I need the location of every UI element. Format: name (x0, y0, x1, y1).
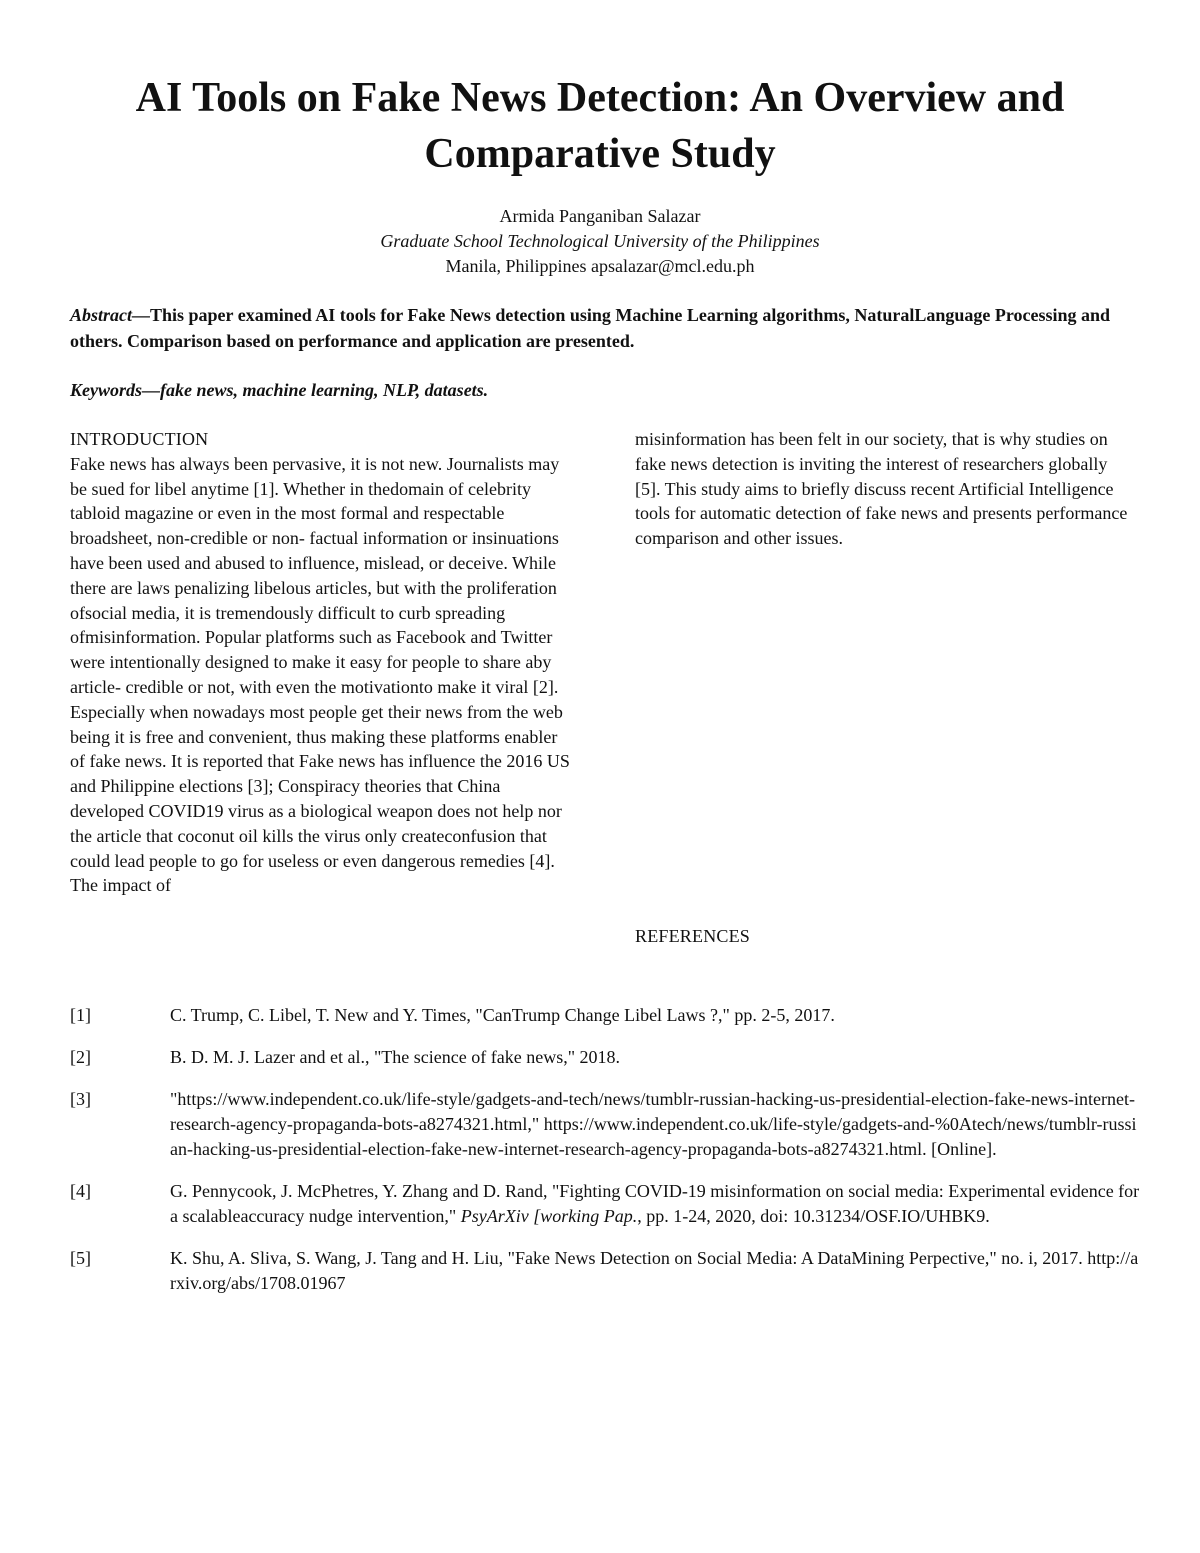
abstract (70, 302, 1130, 354)
reference-text: C. Trump, C. Libel, T. New and Y. Times, "CanTrump Change Libel Laws ?," pp. 2-5, 2017. (170, 1005, 835, 1025)
abstract-label: Abstract— (70, 305, 151, 325)
reference-number: [5] (70, 1248, 91, 1268)
author-name: Armida Panganiban Salazar (499, 206, 701, 226)
reference-item (70, 1003, 1140, 1028)
paper-title (40, 70, 1160, 182)
reference-number: [3] (70, 1089, 91, 1109)
title-line-2: Comparative Study (424, 131, 776, 177)
reference-text (170, 1179, 1140, 1229)
reference-text: K. Shu, A. Sliva, S. Wang, J. Tang and H. Liu, "Fake News Detection on Social Media: A DataMining Perpective," no. i, 2017. http://arxiv.org/abs/1708.01967 (170, 1248, 1139, 1293)
keywords: Keywords—fake news, machine learning, NLP, datasets. (70, 380, 489, 400)
left-column (70, 427, 570, 898)
section-heading-introduction: INTRODUCTION (70, 429, 209, 449)
reference-text-part: , pp. 1-24, 2020, doi: 10.31234/OSF.IO/UHBK9. (637, 1206, 990, 1226)
title-line-1: AI Tools on Fake News Detection: An Overview and (135, 75, 1065, 121)
reference-journal-name: PsyArXiv [working Pap. (460, 1206, 638, 1226)
introduction-paragraph-left: Fake news has always been pervasive, it is not new. Journalists may be sued for libel anytime [1]. Whether in thedomain of celebrity tabloid magazine or even in the most formal and respectable broadsheet, non-credible or non- factual information or insinuations have been used and abused to influence, mislead, or deceive. While there are laws penalizing libelous articles, but with the proliferation ofsocial media, it is tremendously difficult to curb spreading ofmisinformation. Popular platforms such as Facebook and Twitter were intentionally designed to make it easy for people to share aby article- credible or not, with even the motivationto make it viral [2]. Especially when nowadays most people get their news from the web being it is free and convenient, thus making these platforms enabler of fake news. It is reported that Fake news has influence the 2016 US and Philippine elections [3]; Conspiracy theories that China developed COVID19 virus as a biological weapon does not help nor the article that coconut oil kills the virus only createconfusion that could lead people to go for useless or even dangerous remedies [4]. The impact of (70, 453, 570, 896)
reference-item (70, 1045, 1140, 1070)
reference-number: [1] (70, 1005, 91, 1025)
reference-item (70, 1179, 1140, 1229)
author-location-email: Manila, Philippines apsalazar@mcl.edu.ph (445, 256, 755, 276)
reference-item (70, 1246, 1140, 1296)
author-affiliation: Graduate School Technological University of the Philippines (380, 231, 820, 251)
reference-text: "https://www.independent.co.uk/life-style/gadgets-and-tech/news/tumblr-russian-hacking-us-presidential-election-fake-news-internet-research-agency-propaganda-bots-a8274321.html," https://www.independent.co.uk/life-style/gadgets-and-%0Atech/news/tumblr-russian-hacking-us-presidential-election-fake-new-internet-research-agency-propaganda-bots-a8274321.html. [Online]. (170, 1089, 1137, 1159)
reference-number: [2] (70, 1047, 91, 1067)
abstract-text: This paper examined AI tools for Fake News detection using Machine Learning algorithms, NaturalLanguage Processing and others. Comparison based on performance and application are presented. (70, 305, 1111, 351)
reference-text: B. D. M. J. Lazer and et al., "The science of fake news," 2018. (170, 1047, 621, 1067)
reference-list (70, 1003, 1140, 1313)
section-heading-references: REFERENCES (635, 926, 751, 946)
right-column (635, 427, 1130, 551)
introduction-paragraph-right: misinformation has been felt in our society, that is why studies on fake news detection is inviting the interest of researchers globally [5]. This study aims to briefly discuss recent Artificial Intelligence tools for automatic detection of fake news and presents performance comparison and other issues. (635, 429, 1128, 549)
reference-item (70, 1087, 1140, 1162)
author-block (100, 204, 1100, 279)
reference-text-part: G. Pennycook, J. McPhetres, Y. Zhang and D. Rand, "Fighting COVID-19 misinformation on social media: Experimental evidence for a scalableaccuracy nudge intervention," (170, 1181, 1140, 1226)
reference-number: [4] (70, 1181, 91, 1201)
